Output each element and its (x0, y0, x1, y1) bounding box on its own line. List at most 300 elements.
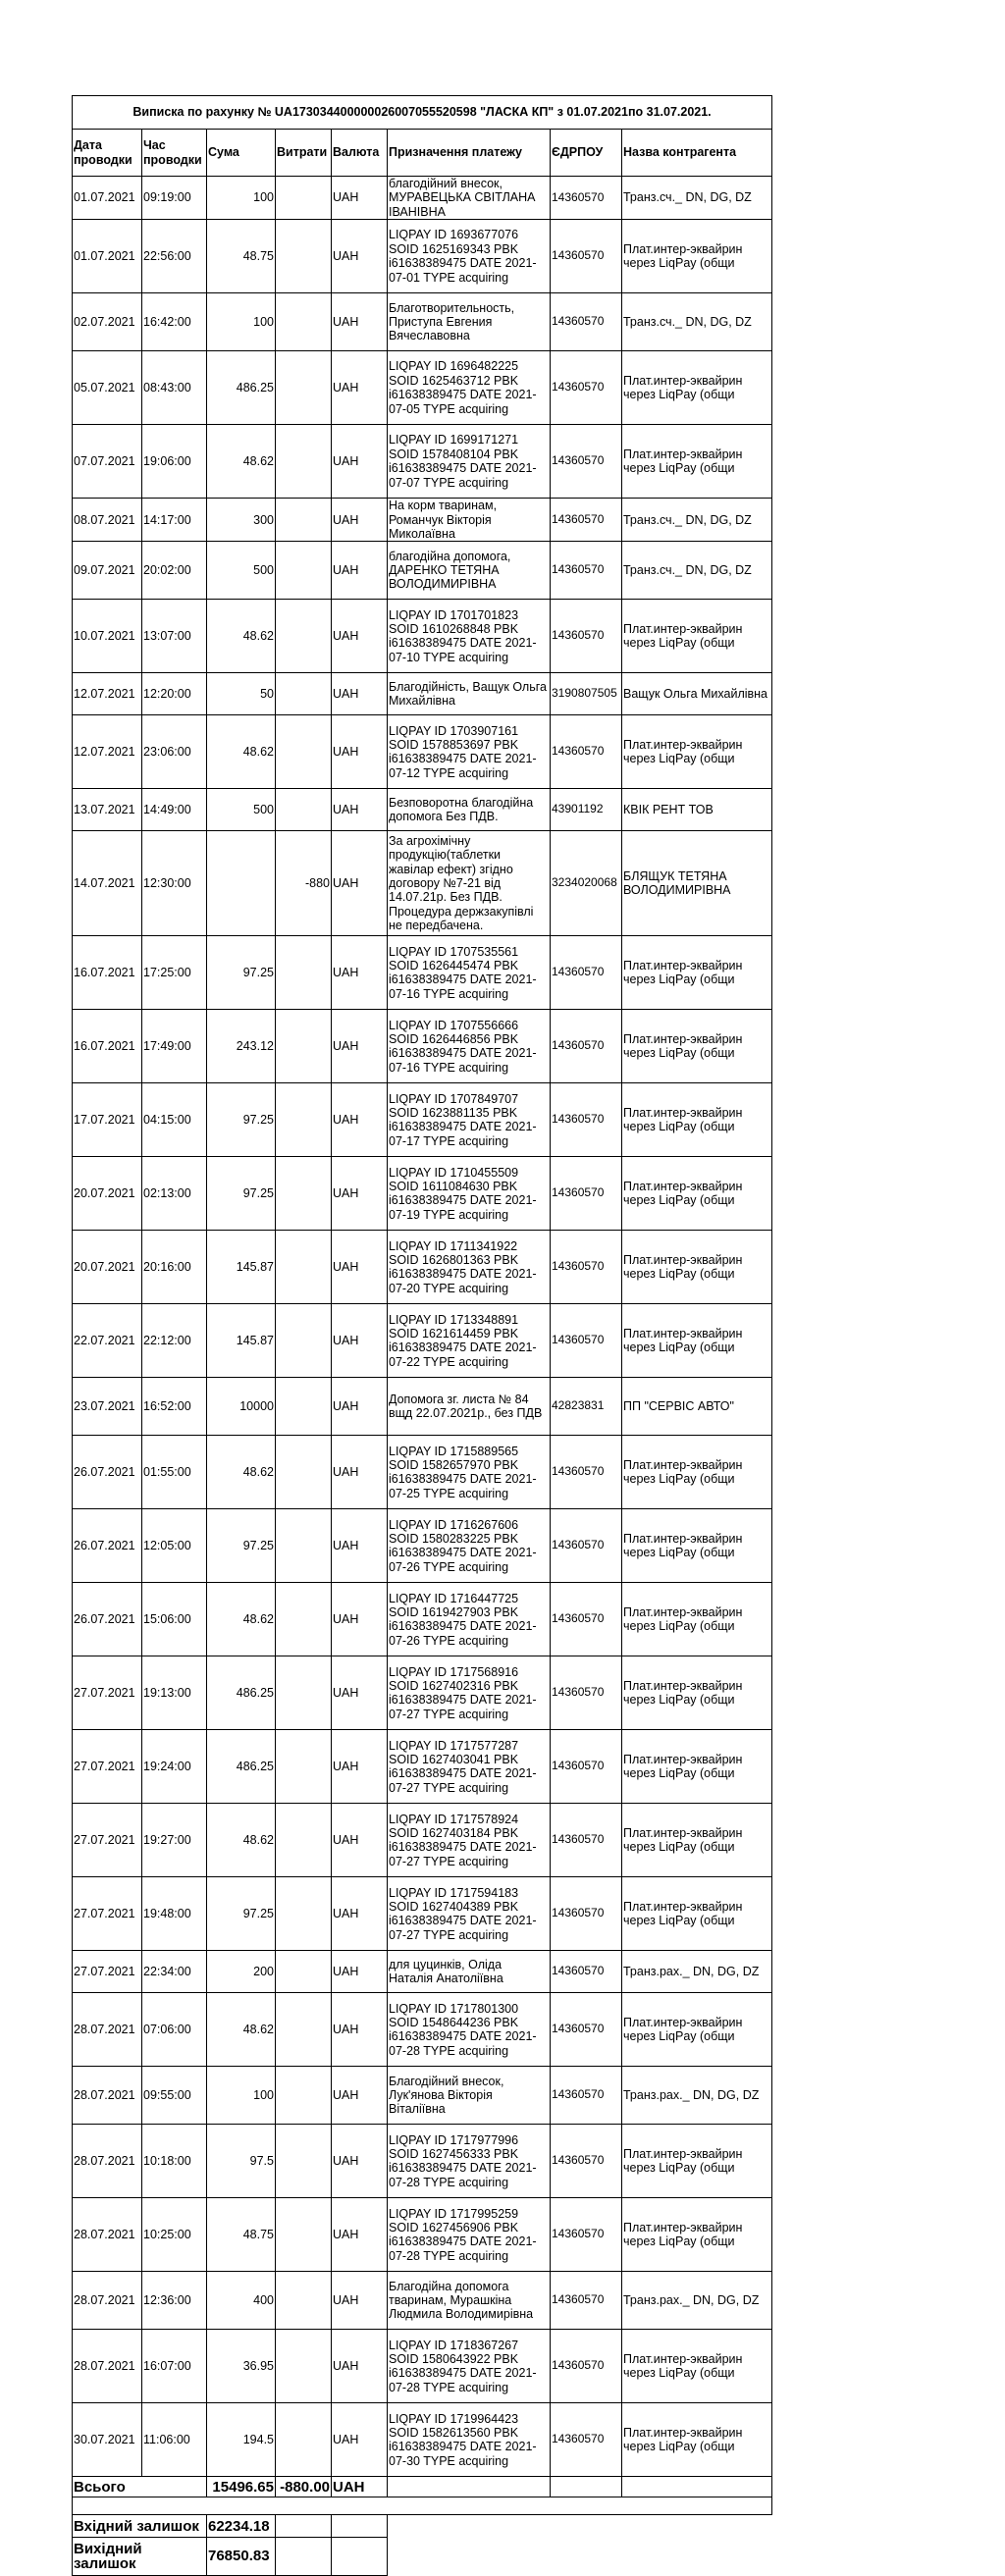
cell-edrpou: 14360570 (551, 1304, 622, 1378)
cell-currency: UAH (332, 831, 388, 936)
cell-expense (276, 1010, 332, 1083)
cell-edrpou: 14360570 (551, 425, 622, 499)
cell-time: 22:12:00 (142, 1304, 207, 1378)
table-row (73, 1436, 772, 1509)
cell-expense (276, 1804, 332, 1877)
opening-balance-row (73, 2515, 772, 2538)
empty-cell (276, 2515, 332, 2538)
header-expense: Витрати (276, 130, 332, 177)
cell-time: 04:15:00 (142, 1083, 207, 1157)
cell-edrpou: 43901192 (551, 789, 622, 831)
cell-amount: 100 (207, 2067, 276, 2125)
cell-time: 19:24:00 (142, 1730, 207, 1804)
cell-date: 01.07.2021 (73, 177, 142, 220)
cell-time: 14:49:00 (142, 789, 207, 831)
cell-counterparty: Транз.рах._ DN, DG, DZ (622, 2067, 772, 2125)
cell-amount: 48.62 (207, 600, 276, 673)
cell-time: 10:18:00 (142, 2125, 207, 2198)
cell-counterparty: Транз.рах._ DN, DG, DZ (622, 1951, 772, 1993)
cell-expense (276, 1378, 332, 1436)
cell-date: 28.07.2021 (73, 1993, 142, 2067)
cell-counterparty: Плат.интер-эквайрин через LiqPay (общи (622, 1656, 772, 1730)
cell-date: 02.07.2021 (73, 293, 142, 351)
cell-currency: UAH (332, 2198, 388, 2272)
cell-expense (276, 1730, 332, 1804)
cell-amount: 486.25 (207, 351, 276, 425)
cell-amount: 97.25 (207, 936, 276, 1010)
table-row (73, 293, 772, 351)
cell-amount: 100 (207, 293, 276, 351)
table-row (73, 1877, 772, 1951)
table-row (73, 1304, 772, 1378)
table-row (73, 673, 772, 715)
header-amount: Сума (207, 130, 276, 177)
cell-counterparty: Плат.интер-эквайрин через LiqPay (общи (622, 600, 772, 673)
cell-edrpou: 14360570 (551, 2403, 622, 2477)
cell-date: 26.07.2021 (73, 1436, 142, 1509)
table-row (73, 789, 772, 831)
cell-amount: 10000 (207, 1378, 276, 1436)
cell-expense (276, 2125, 332, 2198)
cell-currency: UAH (332, 715, 388, 789)
cell-expense (276, 1231, 332, 1304)
cell-time: 12:05:00 (142, 1509, 207, 1583)
empty-cell (332, 2515, 388, 2538)
cell-date: 14.07.2021 (73, 831, 142, 936)
empty-cell (622, 2477, 772, 2497)
cell-purpose: LIQPAY ID 1707556666 SOID 1626446856 PBK i61638389475 DATE 2021-07-16 TYPE acquiring (388, 1010, 551, 1083)
cell-edrpou: 14360570 (551, 600, 622, 673)
empty-cell (73, 2497, 772, 2515)
cell-expense (276, 789, 332, 831)
cell-amount: 97.5 (207, 2125, 276, 2198)
cell-counterparty: Плат.интер-эквайрин через LiqPay (общи (622, 1010, 772, 1083)
cell-amount: 48.62 (207, 425, 276, 499)
opening-balance-label: Вхідний залишок (73, 2515, 207, 2538)
cell-expense (276, 1583, 332, 1656)
cell-time: 17:49:00 (142, 1010, 207, 1083)
cell-edrpou: 14360570 (551, 2272, 622, 2330)
table-row (73, 1583, 772, 1656)
cell-date: 17.07.2021 (73, 1083, 142, 1157)
cell-time: 08:43:00 (142, 351, 207, 425)
cell-amount: 48.75 (207, 2198, 276, 2272)
cell-date: 07.07.2021 (73, 425, 142, 499)
cell-purpose: LIQPAY ID 1717995259 SOID 1627456906 PBK i61638389475 DATE 2021-07-28 TYPE acquiring (388, 2198, 551, 2272)
cell-expense (276, 600, 332, 673)
total-expense: -880.00 (276, 2477, 332, 2497)
cell-purpose: LIQPAY ID 1719964423 SOID 1582613560 PBK i61638389475 DATE 2021-07-30 TYPE acquiring (388, 2403, 551, 2477)
cell-expense (276, 673, 332, 715)
cell-edrpou: 14360570 (551, 293, 622, 351)
cell-currency: UAH (332, 499, 388, 542)
cell-purpose: LIQPAY ID 1717577287 SOID 1627403041 PBK i61638389475 DATE 2021-07-27 TYPE acquiring (388, 1730, 551, 1804)
cell-counterparty: Плат.интер-эквайрин через LiqPay (общи (622, 1304, 772, 1378)
statement-title-row (73, 96, 772, 130)
cell-edrpou: 14360570 (551, 1083, 622, 1157)
cell-counterparty: Плат.интер-эквайрин через LiqPay (общи (622, 1730, 772, 1804)
cell-expense (276, 2272, 332, 2330)
cell-counterparty: Плат.интер-эквайрин через LiqPay (общи (622, 2330, 772, 2403)
cell-purpose: Благодійність, Ващук Ольга Михайлівна (388, 673, 551, 715)
empty-cell (388, 2477, 551, 2497)
cell-edrpou: 3190807505 (551, 673, 622, 715)
table-row (73, 1083, 772, 1157)
cell-counterparty: Транз.сч._ DN, DG, DZ (622, 293, 772, 351)
cell-purpose: На корм тваринам, Романчук Вікторія Миколаївна (388, 499, 551, 542)
cell-edrpou: 14360570 (551, 1509, 622, 1583)
cell-counterparty: Плат.интер-эквайрин через LiqPay (общи (622, 2403, 772, 2477)
cell-edrpou: 14360570 (551, 2198, 622, 2272)
cell-edrpou: 14360570 (551, 2125, 622, 2198)
cell-date: 12.07.2021 (73, 673, 142, 715)
table-row (73, 2198, 772, 2272)
cell-edrpou: 14360570 (551, 177, 622, 220)
table-row (73, 600, 772, 673)
cell-currency: UAH (332, 1010, 388, 1083)
cell-edrpou: 42823831 (551, 1378, 622, 1436)
header-purpose: Призначення платежу (388, 130, 551, 177)
cell-counterparty: Плат.интер-эквайрин через LiqPay (общи (622, 1583, 772, 1656)
cell-purpose: LIQPAY ID 1716267606 SOID 1580283225 PBK i61638389475 DATE 2021-07-26 TYPE acquiring (388, 1509, 551, 1583)
cell-counterparty: Плат.интер-эквайрин через LiqPay (общи (622, 351, 772, 425)
cell-counterparty: Транз.сч._ DN, DG, DZ (622, 542, 772, 600)
cell-purpose: LIQPAY ID 1718367267 SOID 1580643922 PBK i61638389475 DATE 2021-07-28 TYPE acquiring (388, 2330, 551, 2403)
cell-purpose: LIQPAY ID 1711341922 SOID 1626801363 PBK i61638389475 DATE 2021-07-20 TYPE acquiring (388, 1231, 551, 1304)
empty-cell (332, 2538, 388, 2576)
cell-date: 16.07.2021 (73, 1010, 142, 1083)
cell-date: 28.07.2021 (73, 2125, 142, 2198)
cell-currency: UAH (332, 1730, 388, 1804)
cell-time: 20:16:00 (142, 1231, 207, 1304)
cell-time: 09:19:00 (142, 177, 207, 220)
cell-purpose: LIQPAY ID 1693677076 SOID 1625169343 PBK i61638389475 DATE 2021-07-01 TYPE acquiring (388, 220, 551, 293)
cell-currency: UAH (332, 2403, 388, 2477)
cell-expense (276, 1083, 332, 1157)
cell-purpose: Благодійна допомога тваринам, Мурашкіна Людмила Володимирівна (388, 2272, 551, 2330)
cell-time: 12:20:00 (142, 673, 207, 715)
cell-counterparty: Плат.интер-эквайрин через LiqPay (общи (622, 1877, 772, 1951)
cell-currency: UAH (332, 1951, 388, 1993)
table-row (73, 831, 772, 936)
header-edrpou: ЄДРПОУ (551, 130, 622, 177)
cell-time: 01:55:00 (142, 1436, 207, 1509)
account-statement-table (72, 95, 772, 2576)
empty-cell (388, 2515, 772, 2538)
cell-date: 09.07.2021 (73, 542, 142, 600)
cell-currency: UAH (332, 673, 388, 715)
cell-counterparty: Транз.сч._ DN, DG, DZ (622, 499, 772, 542)
cell-edrpou: 14360570 (551, 1436, 622, 1509)
cell-time: 16:42:00 (142, 293, 207, 351)
cell-counterparty: Плат.интер-эквайрин через LiqPay (общи (622, 1157, 772, 1231)
cell-time: 19:48:00 (142, 1877, 207, 1951)
cell-expense (276, 715, 332, 789)
header-date: Дата проводки (73, 130, 142, 177)
cell-amount: 48.62 (207, 1583, 276, 1656)
cell-edrpou: 14360570 (551, 2067, 622, 2125)
table-row (73, 715, 772, 789)
table-row (73, 1656, 772, 1730)
cell-currency: UAH (332, 936, 388, 1010)
cell-counterparty: Ващук Ольга Михайлівна (622, 673, 772, 715)
header-row (73, 130, 772, 177)
cell-currency: UAH (332, 2272, 388, 2330)
cell-amount: 500 (207, 789, 276, 831)
empty-cell (388, 2538, 772, 2576)
cell-purpose: LIQPAY ID 1717801300 SOID 1548644236 PBK i61638389475 DATE 2021-07-28 TYPE acquiring (388, 1993, 551, 2067)
cell-purpose: LIQPAY ID 1713348891 SOID 1621614459 PBK i61638389475 DATE 2021-07-22 TYPE acquiring (388, 1304, 551, 1378)
cell-purpose: LIQPAY ID 1717578924 SOID 1627403184 PBK i61638389475 DATE 2021-07-27 TYPE acquiring (388, 1804, 551, 1877)
total-amount: 15496.65 (207, 2477, 276, 2497)
cell-date: 28.07.2021 (73, 2067, 142, 2125)
cell-currency: UAH (332, 2330, 388, 2403)
cell-counterparty: Плат.интер-эквайрин через LiqPay (общи (622, 936, 772, 1010)
cell-amount: 486.25 (207, 1730, 276, 1804)
table-row (73, 1378, 772, 1436)
cell-counterparty: ПП "СЕРВІС АВТО" (622, 1378, 772, 1436)
cell-expense: -880 (276, 831, 332, 936)
cell-counterparty: Плат.интер-эквайрин через LiqPay (общи (622, 715, 772, 789)
cell-edrpou: 14360570 (551, 2330, 622, 2403)
cell-time: 22:56:00 (142, 220, 207, 293)
cell-date: 27.07.2021 (73, 1804, 142, 1877)
cell-edrpou: 14360570 (551, 1951, 622, 1993)
cell-edrpou: 3234020068 (551, 831, 622, 936)
cell-purpose: LIQPAY ID 1715889565 SOID 1582657970 PBK i61638389475 DATE 2021-07-25 TYPE acquiring (388, 1436, 551, 1509)
table-row (73, 2125, 772, 2198)
cell-amount: 200 (207, 1951, 276, 1993)
cell-purpose: LIQPAY ID 1703907161 SOID 1578853697 PBK i61638389475 DATE 2021-07-12 TYPE acquiring (388, 715, 551, 789)
closing-balance-row (73, 2538, 772, 2576)
cell-counterparty: Плат.интер-эквайрин через LiqPay (общи (622, 1436, 772, 1509)
table-row (73, 542, 772, 600)
cell-currency: UAH (332, 1436, 388, 1509)
cell-amount: 194.5 (207, 2403, 276, 2477)
cell-time: 09:55:00 (142, 2067, 207, 2125)
cell-counterparty: Плат.интер-эквайрин через LiqPay (общи (622, 1231, 772, 1304)
total-currency: UAH (332, 2477, 388, 2497)
cell-amount: 97.25 (207, 1509, 276, 1583)
table-row (73, 499, 772, 542)
cell-date: 20.07.2021 (73, 1231, 142, 1304)
cell-expense (276, 1304, 332, 1378)
cell-expense (276, 220, 332, 293)
closing-balance-value: 76850.83 (207, 2538, 276, 2576)
cell-time: 11:06:00 (142, 2403, 207, 2477)
table-row (73, 220, 772, 293)
cell-edrpou: 14360570 (551, 1804, 622, 1877)
table-row (73, 2403, 772, 2477)
table-row (73, 2330, 772, 2403)
cell-currency: UAH (332, 1993, 388, 2067)
table-row (73, 351, 772, 425)
cell-time: 15:06:00 (142, 1583, 207, 1656)
cell-counterparty: Плат.интер-эквайрин через LiqPay (общи (622, 1083, 772, 1157)
cell-time: 02:13:00 (142, 1157, 207, 1231)
cell-currency: UAH (332, 542, 388, 600)
cell-edrpou: 14360570 (551, 220, 622, 293)
cell-date: 22.07.2021 (73, 1304, 142, 1378)
cell-edrpou: 14360570 (551, 1730, 622, 1804)
cell-purpose: LIQPAY ID 1699171271 SOID 1578408104 PBK i61638389475 DATE 2021-07-07 TYPE acquiring (388, 425, 551, 499)
cell-time: 16:07:00 (142, 2330, 207, 2403)
cell-expense (276, 1951, 332, 1993)
cell-date: 26.07.2021 (73, 1583, 142, 1656)
statement-title: Виписка по рахунку № UA173034400000026007055520598 "ЛАСКА КП" з 01.07.2021по 31.07.2021. (73, 96, 772, 130)
cell-date: 27.07.2021 (73, 1951, 142, 1993)
cell-purpose: LIQPAY ID 1696482225 SOID 1625463712 PBK i61638389475 DATE 2021-07-05 TYPE acquiring (388, 351, 551, 425)
cell-date: 08.07.2021 (73, 499, 142, 542)
cell-date: 10.07.2021 (73, 600, 142, 673)
table-row (73, 177, 772, 220)
cell-date: 28.07.2021 (73, 2198, 142, 2272)
cell-expense (276, 177, 332, 220)
cell-expense (276, 425, 332, 499)
cell-currency: UAH (332, 1378, 388, 1436)
cell-amount (207, 831, 276, 936)
cell-expense (276, 1877, 332, 1951)
cell-currency: UAH (332, 2125, 388, 2198)
cell-counterparty: Плат.интер-эквайрин через LiqPay (общи (622, 425, 772, 499)
cell-time: 19:27:00 (142, 1804, 207, 1877)
cell-date: 01.07.2021 (73, 220, 142, 293)
cell-date: 05.07.2021 (73, 351, 142, 425)
cell-edrpou: 14360570 (551, 1157, 622, 1231)
cell-amount: 145.87 (207, 1231, 276, 1304)
cell-currency: UAH (332, 1304, 388, 1378)
cell-time: 12:36:00 (142, 2272, 207, 2330)
cell-purpose: LIQPAY ID 1707849707 SOID 1623881135 PBK i61638389475 DATE 2021-07-17 TYPE acquiring (388, 1083, 551, 1157)
cell-edrpou: 14360570 (551, 1993, 622, 2067)
cell-purpose: благодійна допомога, ДАРЕНКО ТЕТЯНА ВОЛОДИМИРІВНА (388, 542, 551, 600)
table-row (73, 1509, 772, 1583)
cell-purpose: LIQPAY ID 1717977996 SOID 1627456333 PBK i61638389475 DATE 2021-07-28 TYPE acquiring (388, 2125, 551, 2198)
cell-edrpou: 14360570 (551, 499, 622, 542)
cell-expense (276, 1157, 332, 1231)
cell-time: 19:06:00 (142, 425, 207, 499)
cell-amount: 48.62 (207, 1436, 276, 1509)
cell-time: 12:30:00 (142, 831, 207, 936)
table-row (73, 1804, 772, 1877)
cell-expense (276, 1509, 332, 1583)
cell-purpose: LIQPAY ID 1701701823 SOID 1610268848 PBK i61638389475 DATE 2021-07-10 TYPE acquiring (388, 600, 551, 673)
cell-time: 22:34:00 (142, 1951, 207, 1993)
cell-currency: UAH (332, 1583, 388, 1656)
cell-currency: UAH (332, 220, 388, 293)
cell-amount: 48.62 (207, 715, 276, 789)
cell-counterparty: Транз.сч._ DN, DG, DZ (622, 177, 772, 220)
cell-counterparty: БЛЯЩУК ТЕТЯНА ВОЛОДИМИРІВНА (622, 831, 772, 936)
cell-amount: 300 (207, 499, 276, 542)
cell-purpose: Благотворительность, Приступа Евгения Вячеславовна (388, 293, 551, 351)
cell-expense (276, 2198, 332, 2272)
cell-edrpou: 14360570 (551, 542, 622, 600)
cell-amount: 243.12 (207, 1010, 276, 1083)
cell-counterparty: Плат.интер-эквайрин через LiqPay (общи (622, 2198, 772, 2272)
cell-date: 27.07.2021 (73, 1877, 142, 1951)
opening-balance-value: 62234.18 (207, 2515, 276, 2538)
cell-date: 27.07.2021 (73, 1730, 142, 1804)
cell-counterparty: Плат.интер-эквайрин через LiqPay (общи (622, 1509, 772, 1583)
empty-cell (551, 2477, 622, 2497)
total-label: Всього (73, 2477, 207, 2497)
cell-amount: 400 (207, 2272, 276, 2330)
cell-expense (276, 542, 332, 600)
cell-expense (276, 351, 332, 425)
cell-edrpou: 14360570 (551, 1656, 622, 1730)
table-row (73, 1157, 772, 1231)
cell-edrpou: 14360570 (551, 1583, 622, 1656)
cell-expense (276, 1436, 332, 1509)
cell-purpose: Благодійний внесок, Лук'янова Вікторія Віталіївна (388, 2067, 551, 2125)
table-row (73, 1951, 772, 1993)
cell-date: 30.07.2021 (73, 2403, 142, 2477)
table-row (73, 2067, 772, 2125)
cell-currency: UAH (332, 789, 388, 831)
cell-amount: 36.95 (207, 2330, 276, 2403)
cell-date: 16.07.2021 (73, 936, 142, 1010)
cell-purpose: благодійний внесок, МУРАВЕЦЬКА СВІТЛАНА ІВАНІВНА (388, 177, 551, 220)
cell-currency: UAH (332, 293, 388, 351)
cell-amount: 48.62 (207, 1993, 276, 2067)
cell-purpose: Безповоротна благодійна допомога Без ПДВ. (388, 789, 551, 831)
cell-currency: UAH (332, 1083, 388, 1157)
cell-currency: UAH (332, 1877, 388, 1951)
table-row (73, 936, 772, 1010)
table-row (73, 425, 772, 499)
cell-expense (276, 499, 332, 542)
empty-cell (276, 2538, 332, 2576)
cell-currency: UAH (332, 1157, 388, 1231)
cell-expense (276, 936, 332, 1010)
cell-time: 07:06:00 (142, 1993, 207, 2067)
cell-currency: UAH (332, 177, 388, 220)
cell-amount: 50 (207, 673, 276, 715)
cell-date: 13.07.2021 (73, 789, 142, 831)
cell-purpose: LIQPAY ID 1716447725 SOID 1619427903 PBK i61638389475 DATE 2021-07-26 TYPE acquiring (388, 1583, 551, 1656)
cell-edrpou: 14360570 (551, 936, 622, 1010)
cell-currency: UAH (332, 1804, 388, 1877)
cell-purpose: LIQPAY ID 1717568916 SOID 1627402316 PBK i61638389475 DATE 2021-07-27 TYPE acquiring (388, 1656, 551, 1730)
cell-purpose: для цуцинків, Оліда Наталія Анатоліївна (388, 1951, 551, 1993)
cell-edrpou: 14360570 (551, 1877, 622, 1951)
header-time: Час проводки (142, 130, 207, 177)
table-row (73, 1993, 772, 2067)
cell-currency: UAH (332, 351, 388, 425)
cell-expense (276, 1993, 332, 2067)
cell-expense (276, 2403, 332, 2477)
cell-time: 10:25:00 (142, 2198, 207, 2272)
cell-amount: 97.25 (207, 1877, 276, 1951)
cell-amount: 500 (207, 542, 276, 600)
cell-amount: 145.87 (207, 1304, 276, 1378)
cell-time: 20:02:00 (142, 542, 207, 600)
cell-currency: UAH (332, 425, 388, 499)
cell-time: 19:13:00 (142, 1656, 207, 1730)
cell-edrpou: 14360570 (551, 715, 622, 789)
total-row (73, 2477, 772, 2497)
table-row (73, 2272, 772, 2330)
cell-currency: UAH (332, 2067, 388, 2125)
cell-date: 12.07.2021 (73, 715, 142, 789)
header-currency: Валюта (332, 130, 388, 177)
cell-expense (276, 2330, 332, 2403)
table-row (73, 1010, 772, 1083)
cell-counterparty: Плат.интер-эквайрин через LiqPay (общи (622, 220, 772, 293)
cell-purpose: Допомога зг. листа № 84 вщд 22.07.2021р., без ПДВ (388, 1378, 551, 1436)
cell-date: 28.07.2021 (73, 2330, 142, 2403)
